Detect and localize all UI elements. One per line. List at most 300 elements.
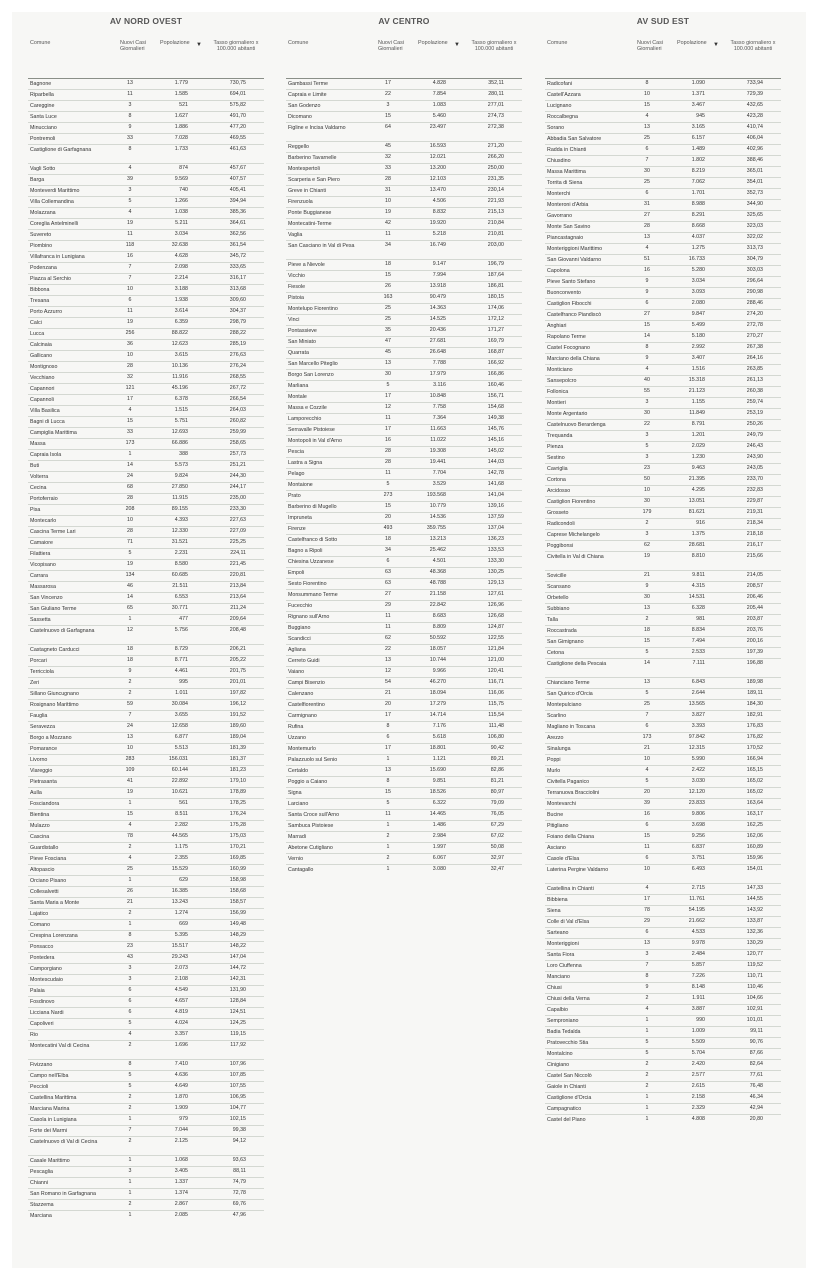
cell-tasso: 274,20 (746, 311, 763, 317)
table-row (286, 864, 522, 875)
cell-tasso: 174,06 (487, 305, 504, 311)
cell-popolazione: 14.465 (429, 811, 446, 817)
cell-nuovi-casi: 8 (128, 113, 132, 119)
cell-nuovi-casi: 4 (128, 822, 132, 828)
table-row (286, 358, 522, 369)
cell-popolazione: 669 (179, 921, 188, 927)
cell-popolazione: 6.359 (174, 319, 188, 325)
cell-popolazione: 14.531 (688, 594, 705, 600)
cell-comune: Cantagallo (288, 866, 314, 873)
table-header (545, 40, 781, 78)
cell-tasso: 206,21 (229, 646, 246, 652)
cell-tasso: 147,33 (746, 885, 763, 891)
cell-nuovi-casi: 16 (644, 267, 650, 273)
table-row (545, 636, 781, 647)
table-row (28, 163, 264, 174)
header-tasso[interactable]: Tasso giornaliero x 100.000 abitanti (730, 40, 776, 52)
cell-tasso: 99,11 (750, 1028, 763, 1034)
cell-nuovi-casi: 2 (128, 1105, 132, 1111)
cell-nuovi-casi: 39 (644, 800, 650, 806)
cell-nuovi-casi: 1 (128, 1157, 132, 1163)
table-row (286, 435, 522, 446)
cell-tasso: 178,89 (229, 789, 246, 795)
table-row (545, 754, 781, 765)
cell-comune: Volterra (30, 473, 49, 480)
cell-popolazione: 18.094 (429, 690, 446, 696)
cell-comune: Sillano Giuncugnano (30, 690, 79, 697)
cell-popolazione: 2.355 (174, 855, 188, 861)
cell-tasso: 20,80 (749, 1116, 763, 1122)
cell-tasso: 141,04 (487, 492, 504, 498)
cell-popolazione: 2.073 (174, 965, 188, 971)
cell-nuovi-casi: 2 (128, 679, 132, 685)
table-row (28, 515, 264, 526)
table-row (545, 551, 781, 570)
cell-popolazione: 30.084 (171, 701, 188, 707)
table-row (28, 1177, 264, 1188)
cell-comune: Castellina Marittima (30, 1094, 77, 1101)
table-row (545, 658, 781, 677)
cell-nuovi-casi: 33 (127, 135, 133, 141)
cell-comune: Scarperia e San Piero (288, 176, 340, 183)
cell-tasso: 119,15 (230, 1031, 246, 1037)
table-row (286, 391, 522, 402)
table-row (286, 100, 522, 111)
cell-comune: Talla (547, 616, 558, 623)
table-row (286, 787, 522, 798)
table-row (545, 853, 781, 864)
table-row (286, 710, 522, 721)
cell-popolazione: 18.526 (429, 789, 446, 795)
cell-popolazione: 7.176 (432, 723, 446, 729)
cell-comune: Pratovecchio Stia (547, 1039, 589, 1046)
cell-nuovi-casi: 17 (385, 393, 391, 399)
table-row (286, 820, 522, 831)
table-row (545, 743, 781, 754)
cell-popolazione: 561 (179, 800, 188, 806)
cell-nuovi-casi: 28 (127, 528, 133, 534)
cell-nuovi-casi: 11 (385, 415, 391, 421)
cell-popolazione: 7.704 (432, 470, 446, 476)
table-row (545, 375, 781, 386)
cell-popolazione: 54.195 (688, 907, 705, 913)
cell-tasso: 168,87 (487, 349, 504, 355)
cell-comune: Sambuca Pistoiese (288, 822, 334, 829)
cell-tasso: 144,55 (746, 896, 763, 902)
cell-popolazione: 12.021 (429, 154, 446, 160)
cell-nuovi-casi: 46 (127, 583, 133, 589)
table-row (28, 207, 264, 218)
header-nuovi-casi[interactable]: Nuovi Casi Giornalieri (378, 40, 405, 52)
cell-tasso: 120,41 (487, 668, 504, 674)
table-row (545, 89, 781, 100)
cell-tasso: 457,67 (229, 165, 246, 171)
cell-tasso: 104,66 (746, 995, 763, 1001)
cell-comune: Marciana (30, 1212, 52, 1219)
table-row (545, 100, 781, 111)
cell-popolazione: 13.213 (429, 536, 446, 542)
cell-nuovi-casi: 5 (645, 443, 649, 449)
cell-tasso: 107,55 (229, 1083, 246, 1089)
header-comune[interactable]: Comune (288, 40, 309, 46)
cell-comune: Porto Azzurro (30, 308, 63, 315)
cell-comune: Lastra a Signa (288, 459, 323, 466)
cell-comune: Greve in Chianti (288, 187, 326, 194)
cell-comune: Montelupo Fiorentino (288, 305, 338, 312)
cell-tasso: 156,71 (487, 393, 504, 399)
cell-tasso: 260,38 (746, 388, 763, 394)
cell-nuovi-casi: 18 (385, 536, 391, 542)
cell-comune: Portoferraio (30, 495, 58, 502)
cell-nuovi-casi: 8 (128, 146, 132, 152)
cell-popolazione: 15.690 (429, 767, 446, 773)
cell-comune: Caprese Michelangelo (547, 531, 600, 538)
header-nuovi-casi[interactable]: Nuovi Casi Giornalieri (637, 40, 664, 52)
header-popolazione[interactable]: Popolazione (677, 40, 707, 46)
table-row (545, 540, 781, 551)
cell-nuovi-casi: 30 (385, 371, 391, 377)
cell-nuovi-casi: 20 (385, 514, 391, 520)
cell-comune: Santa Fiora (547, 951, 575, 958)
cell-comune: Montescudaio (30, 976, 63, 983)
cell-nuovi-casi: 17 (644, 896, 650, 902)
cell-comune: Pieve Santo Stefano (547, 278, 596, 285)
header-popolazione[interactable]: Popolazione (160, 40, 190, 46)
table-row (28, 1199, 264, 1210)
cell-comune: Marciano della Chiana (547, 355, 600, 362)
cell-popolazione: 5.395 (174, 932, 188, 938)
cell-nuovi-casi: 27 (644, 212, 650, 218)
cell-tasso: 263,85 (746, 366, 763, 372)
cell-nuovi-casi: 5 (645, 1050, 649, 1056)
cell-comune: Vicchio (288, 272, 305, 279)
cell-comune: Santa Maria a Monte (30, 899, 80, 906)
cell-comune: Roccastrada (547, 627, 577, 634)
cell-popolazione: 1.274 (174, 910, 188, 916)
cell-comune: Subbiano (547, 605, 570, 612)
table-row (28, 251, 264, 262)
cell-popolazione: 7.226 (691, 973, 705, 979)
table-row (28, 831, 264, 842)
cell-tasso: 165,02 (746, 789, 763, 795)
cell-nuovi-casi: 3 (645, 531, 649, 537)
cell-tasso: 148,29 (229, 932, 246, 938)
table-row (545, 894, 781, 905)
table-row (28, 974, 264, 985)
table-row (545, 221, 781, 232)
table-row (545, 397, 781, 408)
cell-nuovi-casi: 21 (127, 899, 133, 905)
sort-desc-icon[interactable]: ▼ (454, 42, 460, 48)
cell-popolazione: 10.779 (429, 503, 446, 509)
cell-comune: San Marcello Piteglio (288, 360, 338, 367)
table-row (545, 155, 781, 166)
cell-comune: Civitella in Val di Chiana (547, 553, 604, 560)
cell-tasso: 50,08 (490, 844, 504, 850)
table-row (545, 831, 781, 842)
header-comune[interactable]: Comune (30, 40, 51, 46)
cell-tasso: 225,25 (229, 539, 246, 545)
table-row (286, 479, 522, 490)
table-row (28, 952, 264, 963)
cell-comune: Reggello (288, 143, 309, 150)
cell-tasso: 175,28 (229, 822, 246, 828)
cell-tasso: 477,20 (229, 124, 246, 130)
cell-tasso: 267,38 (746, 344, 763, 350)
cell-tasso: 176,83 (746, 723, 763, 729)
cell-nuovi-casi: 1 (645, 1116, 649, 1122)
cell-comune: Calcinaia (30, 341, 52, 348)
cell-comune: Bucine (547, 811, 564, 818)
cell-nuovi-casi: 4 (645, 366, 649, 372)
table-row (545, 276, 781, 287)
cell-comune: Abbadia San Salvatore (547, 135, 602, 142)
cell-tasso: 423,28 (746, 113, 763, 119)
sort-desc-icon[interactable]: ▼ (713, 42, 719, 48)
cell-comune: Orciano Pisano (30, 877, 67, 884)
cell-nuovi-casi: 10 (644, 487, 650, 493)
cell-popolazione: 629 (179, 877, 188, 883)
cell-popolazione: 2.085 (174, 1212, 188, 1218)
cell-popolazione: 4.819 (174, 1009, 188, 1015)
cell-nuovi-casi: 34 (385, 547, 391, 553)
header-popolazione[interactable]: Popolazione (418, 40, 448, 46)
cell-nuovi-casi: 10 (644, 866, 650, 872)
cell-comune: Vecchiano (30, 374, 55, 381)
cell-popolazione: 1.516 (691, 366, 705, 372)
cell-popolazione: 6.378 (174, 396, 188, 402)
cell-nuovi-casi: 15 (644, 833, 650, 839)
cell-nuovi-casi: 1 (645, 1017, 649, 1023)
header-nuovi-casi[interactable]: Nuovi Casi Giornalieri (120, 40, 147, 52)
cell-popolazione: 4.628 (174, 253, 188, 259)
cell-nuovi-casi: 6 (645, 822, 649, 828)
cell-tasso: 171,27 (487, 327, 504, 333)
header-comune[interactable]: Comune (547, 40, 568, 46)
cell-tasso: 77,61 (749, 1072, 763, 1078)
cell-popolazione: 3.188 (174, 286, 188, 292)
cell-popolazione: 8.148 (691, 984, 705, 990)
table-row (545, 287, 781, 298)
cell-tasso: 205,44 (746, 605, 763, 611)
cell-comune: Pitigliano (547, 822, 569, 829)
cell-popolazione: 12.330 (171, 528, 188, 534)
cell-comune: Massa Marittima (547, 168, 586, 175)
cell-popolazione: 25.462 (429, 547, 446, 553)
cell-popolazione: 3.467 (691, 102, 705, 108)
cell-tasso: 352,11 (488, 80, 504, 86)
cell-comune: Fauglia (30, 712, 48, 719)
cell-tasso: 163,64 (746, 800, 763, 806)
cell-tasso: 227,09 (229, 528, 246, 534)
cell-nuovi-casi: 5 (386, 382, 390, 388)
cell-tasso: 191,52 (229, 712, 246, 718)
cell-comune: Castagneto Carducci (30, 646, 80, 653)
table-row (545, 320, 781, 331)
table-row (28, 1125, 264, 1136)
table-row (286, 259, 522, 270)
table-row (545, 647, 781, 658)
table-row (28, 339, 264, 350)
cell-nuovi-casi: 24 (127, 473, 133, 479)
cell-tasso: 200,16 (746, 638, 763, 644)
cell-tasso: 733,94 (746, 80, 763, 86)
cell-comune: Molazzana (30, 209, 56, 216)
cell-tasso: 385,36 (229, 209, 246, 215)
cell-popolazione: 18.057 (429, 646, 446, 652)
cell-nuovi-casi: 5 (128, 550, 132, 556)
cell-popolazione: 3.116 (433, 382, 446, 388)
table-row (28, 295, 264, 306)
cell-tasso: 142,31 (229, 976, 246, 982)
cell-popolazione: 2.484 (691, 951, 705, 957)
cell-popolazione: 7.410 (174, 1061, 188, 1067)
table-row (286, 523, 522, 534)
table-row (28, 1081, 264, 1092)
cell-nuovi-casi: 273 (383, 492, 393, 498)
table-row (545, 452, 781, 463)
cell-tasso: 107,85 (229, 1072, 246, 1078)
cell-nuovi-casi: 256 (125, 330, 135, 336)
table-row (545, 177, 781, 188)
cell-tasso: 251,21 (229, 462, 246, 468)
cell-comune: Campo nell'Elba (30, 1072, 69, 1079)
cell-comune: Castellina in Chianti (547, 885, 594, 892)
cell-nuovi-casi: 1 (645, 1028, 649, 1034)
table-row (286, 490, 522, 501)
cell-nuovi-casi: 1 (386, 822, 390, 828)
cell-popolazione: 2.577 (691, 1072, 705, 1078)
cell-nuovi-casi: 17 (127, 396, 133, 402)
cell-comune: Pistoia (288, 294, 304, 301)
cell-popolazione: 7.994 (432, 272, 446, 278)
table-row (28, 460, 264, 471)
cell-comune: Bagno a Ripoli (288, 547, 323, 554)
table-row (28, 482, 264, 493)
cell-tasso: 288,22 (229, 330, 246, 336)
cell-tasso: 407,57 (229, 176, 246, 182)
cell-popolazione: 4.393 (174, 517, 188, 523)
cell-popolazione: 3.034 (174, 231, 188, 237)
cell-popolazione: 5.857 (691, 962, 705, 968)
cell-nuovi-casi: 4 (128, 165, 132, 171)
cell-nuovi-casi: 18 (127, 657, 133, 663)
header-tasso[interactable]: Tasso giornaliero x 100.000 abitanti (471, 40, 517, 52)
cell-nuovi-casi: 4 (645, 885, 649, 891)
cell-nuovi-casi: 25 (385, 316, 391, 322)
cell-tasso: 268,55 (229, 374, 246, 380)
cell-tasso: 181,39 (229, 745, 246, 751)
cell-tasso: 82,86 (490, 767, 504, 773)
cell-nuovi-casi: 9 (128, 124, 132, 130)
sort-desc-icon[interactable]: ▼ (196, 42, 202, 48)
table-row (545, 485, 781, 496)
cell-popolazione: 2.231 (174, 550, 188, 556)
cell-comune: Rapolano Terme (547, 333, 586, 340)
cell-popolazione: 2.420 (691, 1061, 705, 1067)
cell-comune: Aulla (30, 789, 42, 796)
cell-comune: Suvereto (30, 231, 52, 238)
table-row (286, 578, 522, 589)
cell-comune: Barga (30, 176, 45, 183)
cell-popolazione: 8.729 (174, 646, 188, 652)
cell-tasso: 229,87 (746, 498, 763, 504)
cell-popolazione: 12.658 (171, 723, 188, 729)
cell-nuovi-casi: 11 (385, 470, 391, 476)
cell-nuovi-casi: 18 (127, 646, 133, 652)
table-row (28, 1007, 264, 1018)
cell-nuovi-casi: 3 (128, 187, 132, 193)
cell-comune: Fosciandora (30, 800, 60, 807)
cell-comune: Sovicille (547, 572, 567, 579)
table-row (28, 963, 264, 974)
cell-nuovi-casi: 20 (644, 789, 650, 795)
table-row (28, 886, 264, 897)
cell-tasso: 124,51 (229, 1009, 246, 1015)
cell-comune: Castell'Azzara (547, 91, 581, 98)
table-row (28, 666, 264, 677)
cell-popolazione: 6.067 (432, 855, 446, 861)
cell-tasso: 158,98 (229, 877, 246, 883)
cell-nuovi-casi: 10 (127, 745, 133, 751)
table-row (545, 331, 781, 342)
cell-nuovi-casi: 8 (645, 80, 649, 86)
cell-comune: Montalcino (547, 1050, 573, 1057)
cell-popolazione: 6.322 (432, 800, 446, 806)
cell-comune: Casola in Lunigiana (30, 1116, 77, 1123)
cell-nuovi-casi: 9 (645, 984, 649, 990)
cell-tasso: 221,45 (229, 561, 246, 567)
table-row (28, 144, 264, 163)
cell-comune: Cerreto Guidi (288, 657, 320, 664)
cell-popolazione: 4.501 (432, 558, 446, 564)
table-row (286, 666, 522, 677)
cell-comune: Castiglion Fiorentino (547, 498, 596, 505)
cell-nuovi-casi: 2 (645, 1083, 649, 1089)
cell-comune: Vernio (288, 855, 304, 862)
cell-comune: Pisa (30, 506, 41, 513)
cell-tasso: 179,10 (229, 778, 246, 784)
table-row (28, 218, 264, 229)
cell-tasso: 124,87 (487, 624, 504, 630)
cell-comune: Carrara (30, 572, 48, 579)
cell-nuovi-casi: 13 (385, 767, 391, 773)
cell-comune: Sarteano (547, 929, 569, 936)
cell-comune: Foiano della Chiana (547, 833, 595, 840)
table-row (545, 971, 781, 982)
cell-popolazione: 3.529 (432, 481, 446, 487)
cell-popolazione: 21.511 (172, 583, 188, 589)
header-tasso[interactable]: Tasso giornaliero x 100.000 abitanti (213, 40, 259, 52)
cell-nuovi-casi: 59 (127, 701, 133, 707)
cell-popolazione: 19.920 (429, 220, 446, 226)
table-row (286, 545, 522, 556)
cell-nuovi-casi: 13 (127, 80, 133, 86)
cell-comune: Montespertoli (288, 165, 320, 172)
cell-nuovi-casi: 64 (385, 124, 391, 130)
cell-tasso: 143,92 (746, 907, 763, 913)
table-row (28, 853, 264, 864)
cell-tasso: 271,20 (487, 143, 504, 149)
cell-popolazione: 2.533 (691, 649, 705, 655)
cell-nuovi-casi: 30 (644, 498, 650, 504)
cell-nuovi-casi: 2 (128, 910, 132, 916)
cell-nuovi-casi: 78 (644, 907, 650, 913)
table-row (28, 699, 264, 710)
table-row (286, 111, 522, 122)
cell-tasso: 730,75 (229, 80, 246, 86)
table-row (545, 993, 781, 1004)
